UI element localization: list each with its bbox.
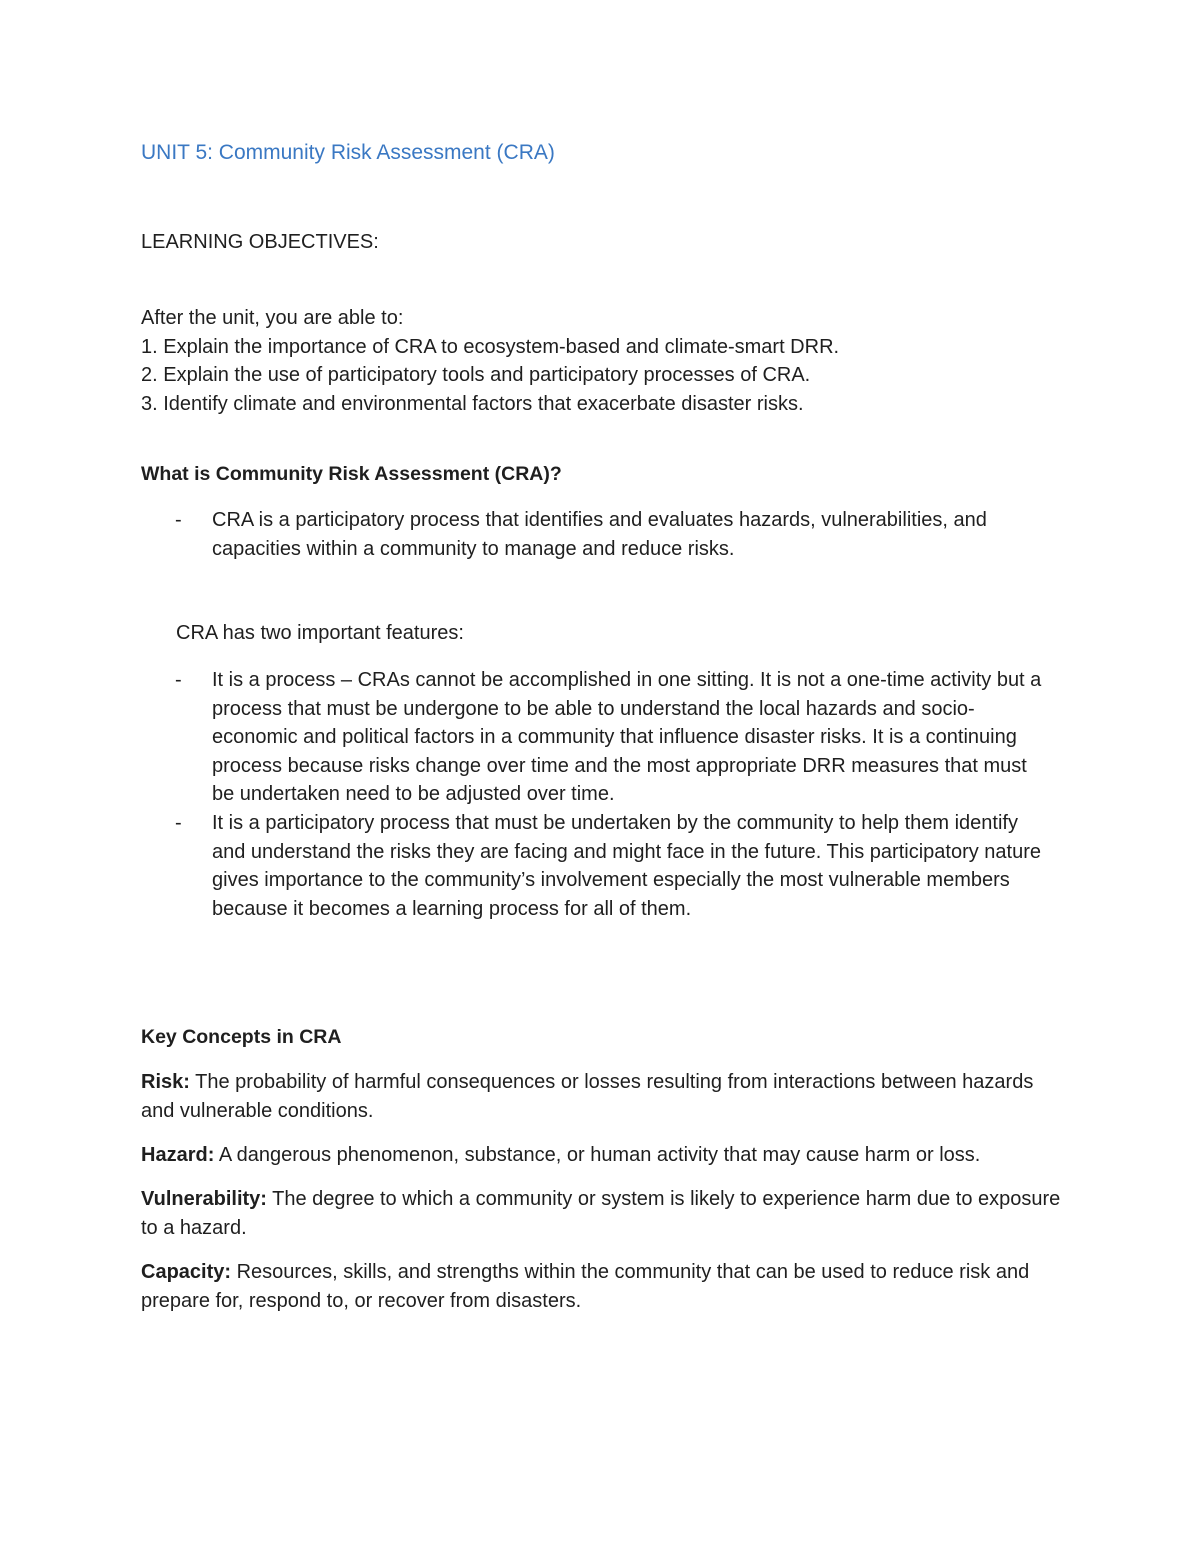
key-concepts-heading: Key Concepts in CRA [141,1026,342,1048]
objective-item-2: 2. Explain the use of participatory tools and participatory processes of CRA. [141,364,811,387]
dash-bullet: - [175,811,182,834]
concept-definition: The probability of harmful consequences or losses resulting from interactions between hazards and vulnerable conditions. [141,1071,1034,1122]
features-list [141,666,1051,923]
concept-vulnerability [141,1185,1071,1243]
objective-item-3: 3. Identify climate and environmental factors that exacerbate disaster risks. [141,392,804,415]
cra-definition: CRA is a participatory process that identifies and evaluates hazards, vulnerabilities, and capacities within a community to manage and reduce risks. [212,509,987,560]
concept-definition: A dangerous phenomenon, substance, or human activity that may cause harm or loss. [214,1144,981,1166]
dash-bullet: - [175,509,182,531]
concept-term: Risk: [141,1071,190,1093]
objectives-intro: After the unit, you are able to: [141,307,404,329]
list-item [141,809,1051,923]
concept-definition: Resources, skills, and strengths within the community that can be used to reduce risk and prepare for, respond to, or recover from disasters. [141,1261,1030,1312]
definition-list [141,506,1051,563]
what-is-cra-heading: What is Community Risk Assessment (CRA)? [141,463,562,485]
learning-objectives-block [141,304,1071,418]
document-page [141,0,1071,1553]
objective-item-1: 1. Explain the importance of CRA to ecosystem-based and climate-smart DRR. [141,335,840,358]
feature-process: It is a process – CRAs cannot be accomplished in one sitting. It is not a one-time activity but a process that must be undergone to be able to understand the local hazards and socio-economic and political factors in a community that influence disaster risks. It is a continuing process because risks change over time and the most appropriate DRR measures that must be undertaken need to be adjusted over time. [212,669,1042,806]
concept-risk [141,1068,1071,1126]
learning-objectives-heading: LEARNING OBJECTIVES: [141,231,379,253]
concept-term: Capacity: [141,1261,232,1283]
concept-capacity [141,1258,1071,1316]
unit-title: UNIT 5: Community Risk Assessment (CRA) [141,141,555,164]
concept-term: Hazard: [141,1144,215,1166]
feature-participatory: It is a participatory process that must be undertaken by the community to help them identify and understand the risks they are facing and might face in the future. This participatory nature gives importance to the community’s involvement especially the most vulnerable members because it becomes a learning process for all of them. [212,811,1041,920]
concept-hazard [141,1141,1071,1170]
key-concepts-list [141,1068,1071,1331]
concept-term: Vulnerability: [141,1188,267,1210]
list-item [141,666,1051,809]
features-intro: CRA has two important features: [176,622,464,644]
dash-bullet: - [175,669,182,691]
concept-definition: The degree to which a community or system is likely to experience harm due to exposure to a hazard. [141,1188,1061,1239]
list-item [141,506,1051,563]
